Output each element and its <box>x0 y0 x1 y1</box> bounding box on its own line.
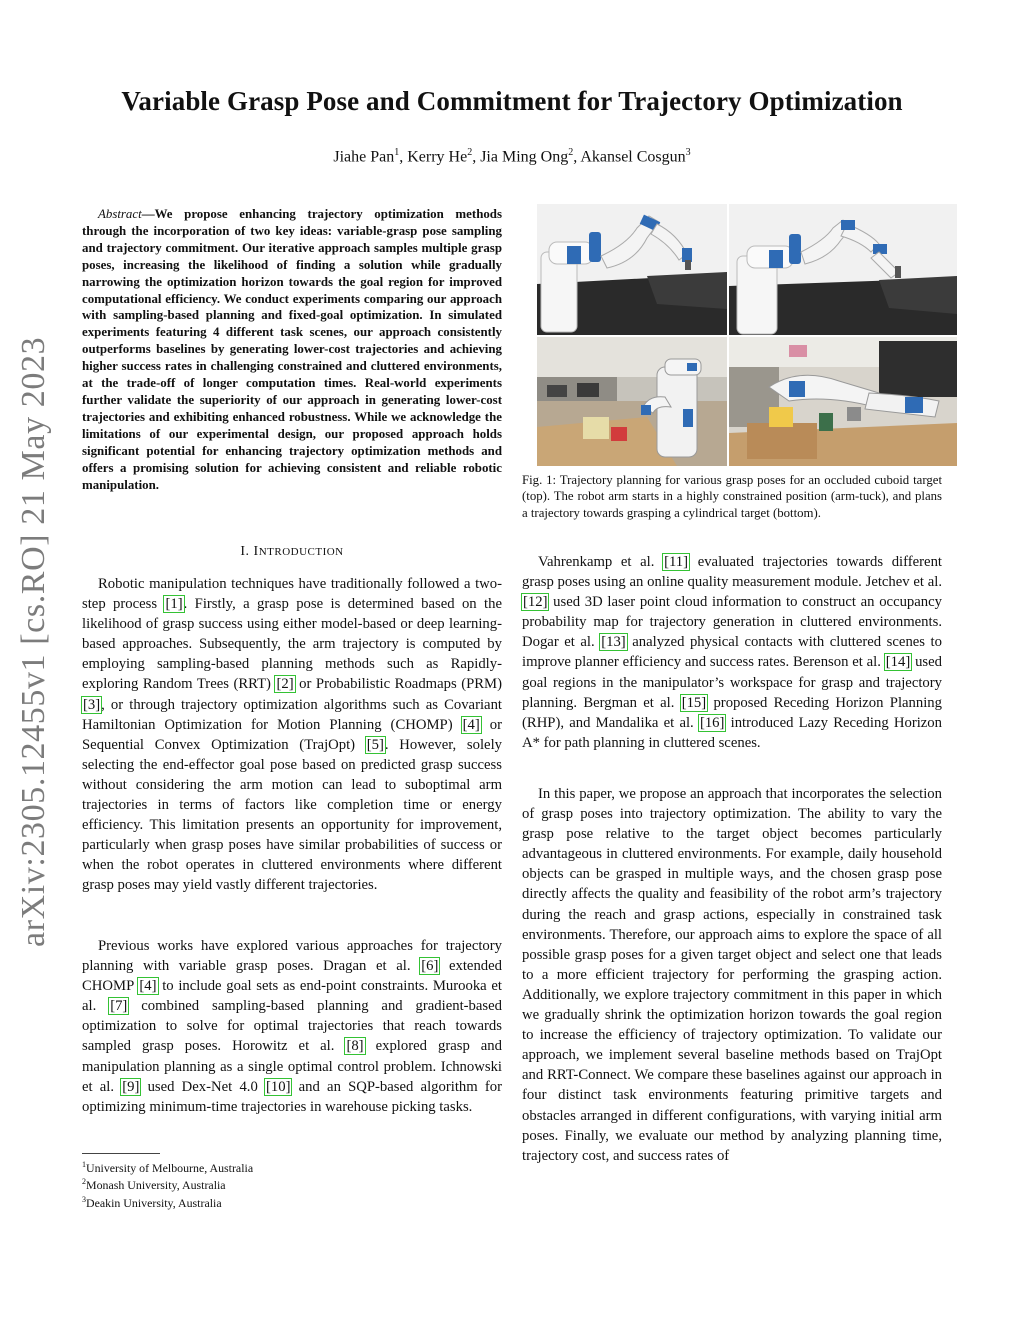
affiliation-mark: 1 <box>394 147 400 158</box>
intro-paragraph-2: Previous works have explored various approaches for trajectory planning with variable grasp poses. Dragan et al. [6] extended CHOMP [4] to include goal sets as end-point constraints. Murooka et al. [7] combined sampling-based planning and gradient-based optimization to solve for optimal trajectories that reach towards sampled grasp poses. Horowitz et al. [8] explored grasp and manipulation planning as a single optimal control problem. Ichnowski et al. [9] used Dex-Net 4.0 [10] and an SQP-based algorithm for optimizing minimum-time trajectories in warehouse picking tasks. <box>82 938 503 1115</box>
author-name: Jia Ming Ong <box>480 148 569 166</box>
section-heading-introduction <box>82 544 502 560</box>
citation-link[interactable]: [16] <box>699 714 725 731</box>
section-title-initial: I <box>253 544 259 559</box>
footnote: $^1$University of Melbourne, Australia <box>82 1160 254 1175</box>
abstract <box>82 206 502 493</box>
abstract-text: —We propose enhancing trajectory optimization methods through the incorporation of two key ideas: variable-grasp pose sampling and trajectory commitment. Our iterative approach samples multiple grasp poses, increasing the likelihood of finding a solution while gradually narrowing the optimization horizon towards the goal region for improved computational efficiency. We conduct experiments comparing our approach with sampling-based planning and fixed-goal optimization. In simulated experiments featuring 4 different task scenes, our approach consistently outperforms baselines by generating lower-cost trajectories and achieving higher success rates in challenging constrained and cluttered environments, at the trade-off of longer computation times. Real-world experiments further validate the superiority of our approach in generating lower-cost trajectories and exhibiting enhanced robustness. While we acknowledge the limitations of our experimental design, our proposed approach holds significant potential for enhancing trajectory optimization methods and offers a promising solution for achieving consistent and reliable robotic manipulation. <box>82 207 502 492</box>
abstract-label: Abstract <box>98 207 142 221</box>
citation-link[interactable]: [13] <box>601 634 626 651</box>
citation-link[interactable]: [3] <box>83 696 101 713</box>
citation-link[interactable]: [7] <box>110 998 128 1015</box>
real-panel-left <box>537 337 727 466</box>
citation-link[interactable]: [10] <box>265 1078 291 1095</box>
citation-link[interactable]: [4] <box>139 978 157 995</box>
sim-panel-left <box>537 204 727 335</box>
robot-real-photo <box>537 337 727 466</box>
affiliation-mark: 2 <box>568 147 574 158</box>
citation-link[interactable]: [12] <box>523 594 548 611</box>
section-numeral: I. <box>240 544 250 559</box>
citation-link[interactable]: [8] <box>346 1038 364 1055</box>
citation-link[interactable]: [11] <box>664 554 689 570</box>
author-name: Kerry He <box>407 148 468 166</box>
affiliation-mark: 2 <box>467 147 473 158</box>
contribution-paragraph: In this paper, we propose an approach that incorporates the selection of grasp poses into trajectory optimization. The ability to vary the grasp pose relative to the target object becomes particularly advantageous in cluttered environments. For example, daily household objects can be grasped in multiple ways, and the chosen grasp pose directly affects the quality and feasibility of the robot arm’s trajectory during the reach and grasp actions, especially in constrained task environments. Therefore, our approach aims to explore the space of all possible grasp poses for a given target object and select one that leads to a more efficient trajectory for performing the grasping action. Additionally, we explore trajectory commitment in this paper in which we gradually shrink the optimization horizon towards the goal region to increase the efficiency of trajectory optimization. To validate our approach, we implement several baseline methods based on TrajOpt and RRT-Connect. We compare these baselines against our approach in four distinct task environments featuring primitive targets and obstacles arranged in different configurations, with varying initial arm poses. Finally, we evaluate our method by analyzing planning time, trajectory cost, and success rates of <box>522 786 942 1164</box>
author-list: Jiahe Pan$^1$, Kerry He$^2$, Jia Ming Ong$^2$, Akansel Cosgun$^3$ <box>333 147 691 166</box>
citation-link[interactable]: [5] <box>366 736 384 753</box>
citation-link[interactable]: [2] <box>276 676 294 693</box>
author-name: Jiahe Pan <box>333 148 395 166</box>
arxiv-identifier: arXiv:2305.12455v1 [cs.RO] 21 May 2023 <box>15 336 52 947</box>
section-title-rest: NTRODUCTION <box>258 546 344 558</box>
author-name: Akansel Cosgun <box>580 148 686 166</box>
citation-link[interactable]: [14] <box>885 654 911 671</box>
robot-real-photo <box>729 337 957 466</box>
citation-link[interactable]: [6] <box>421 958 439 975</box>
citation-link[interactable]: [9] <box>122 1078 140 1095</box>
paper-title: Variable Grasp Pose and Commitment for Trajectory Optimization <box>121 86 903 116</box>
affiliation-mark: 3 <box>685 147 691 158</box>
robot-simulation-image <box>729 204 957 335</box>
footnote: $^2$Monash University, Australia <box>82 1177 226 1193</box>
footnote: $^3$Deakin University, Australia <box>82 1194 222 1210</box>
footnotes <box>82 1158 253 1210</box>
figure-1 <box>537 204 957 466</box>
real-panel-right <box>729 337 957 466</box>
related-work-paragraph: Vahrenkamp et al. [11] evaluated trajectories towards different grasp poses using an online quality measurement module. Jetchev et al. [12] used 3D laser point cloud information to construct an occupancy probability map for trajectory generation in cluttered environments. Dogar et al. [13] analyzed physical contacts with cluttered scenes to improve planner efficiency and success rates. Berenson et al. [14] used goal regions in the manipulator’s workspace for grasp and trajectory planning. Bergman et al. [15] proposed Receding Horizon Planning (RHP), and Mandalika et al. [16] introduced Lazy Receding Horizon A* for path planning in cluttered scenes. <box>522 554 942 751</box>
intro-paragraph-1: Robotic manipulation techniques have traditionally followed a two-step process [1]. Firstly, a grasp pose is determined based on the likelihood of grasp success using either model-based or deep learning-based approaches. Subsequently, the arm trajectory is computed by employing sampling-based planning methods such as Rapidly-exploring Random Trees (RRT) [2] or Probabilistic Roadmaps (PRM) [3], or through trajectory optimization algorithms such as Covariant Hamiltonian Optimization for Motion Planning (CHOMP) [4] or Sequential Convex Optimization (TrajOpt) [5]. However, solely selecting the end-effector goal pose based on predicted grasp success without considering the arm motion can lead to suboptimal arm trajectories in terms of factors like completion time or energy efficiency. This limitation presents an opportunity for improvement, particularly when grasp poses have similar probabilities of success or when the robot operates in cluttered environments where different grasp poses may yield vastly different trajectories. <box>82 576 503 894</box>
citation-link[interactable]: [1] <box>165 596 183 613</box>
sim-panel-right <box>729 204 957 335</box>
figure-1-caption: Fig. 1: Trajectory planning for various grasp poses for an occluded cuboid target (top). The robot arm starts in a highly constrained position (arm-tuck), and plans a trajectory towards grasping a cylindrical target (bottom). <box>522 473 942 520</box>
citation-link[interactable]: [4] <box>462 716 480 733</box>
robot-simulation-image <box>537 204 727 335</box>
citation-link[interactable]: [15] <box>681 694 707 711</box>
footnote-rule <box>82 1153 160 1154</box>
